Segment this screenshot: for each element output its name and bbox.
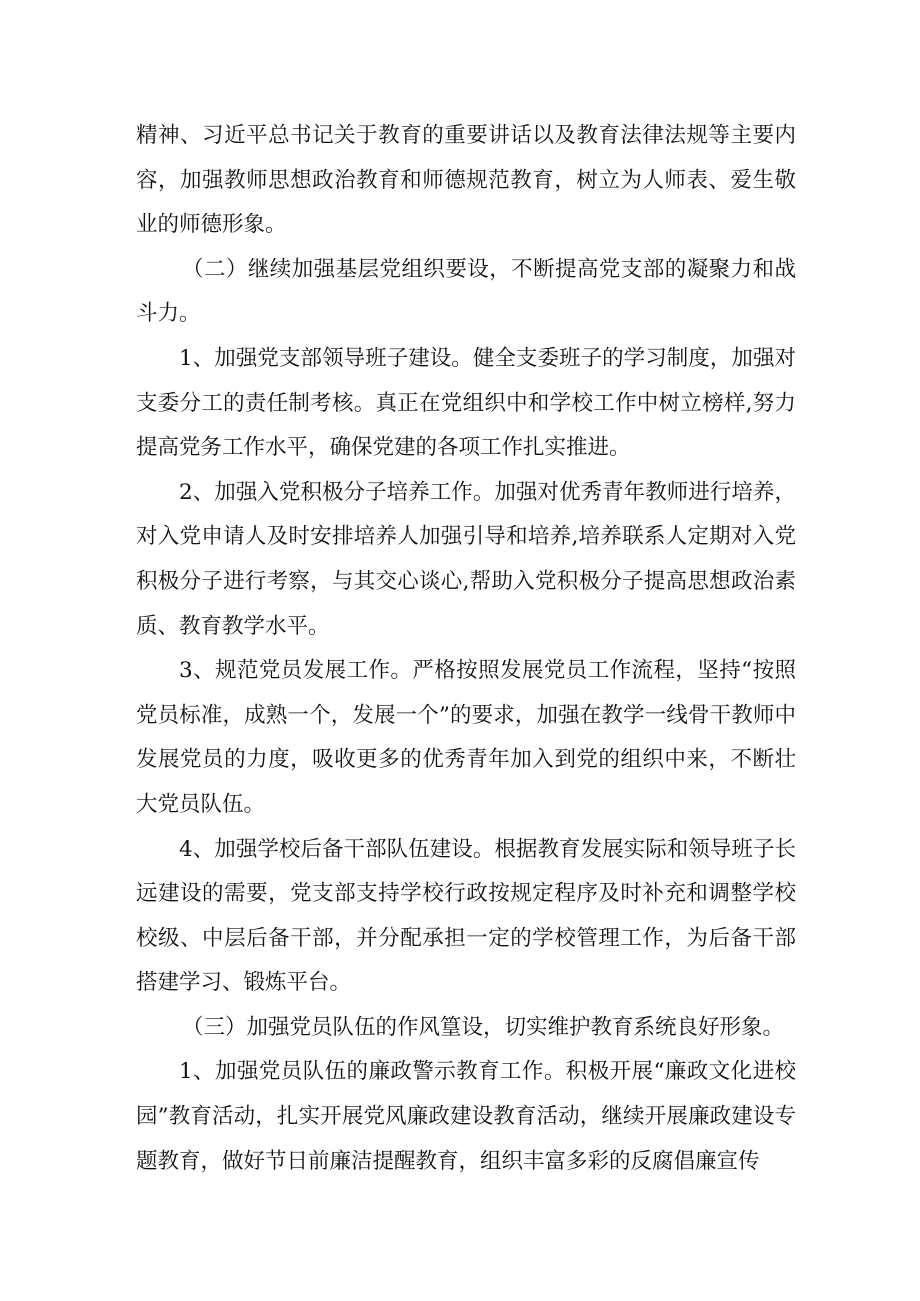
paragraph-2-1: 1、加强党支部领导班子建设。健全支委班子的学习制度，加强对支委分工的责任制考核。真正在党组织中和学校工作中树立榜样,努力提高党务工作水平，确保党建的各项工作扎实推进。 (136, 345, 796, 461)
paragraph-3-1: 1、加强党员队伍的廉政警示教育工作。积极开展“廉政文化进校园”教育活动，扎实开展党风廉政建设教育活动，继续开展廉政建设专题教育，做好节日前廉洁提醒教育，组织丰富多彩的反腐倡廉宣传 (136, 1059, 796, 1174)
paragraph-2-2: 2、加强入党积极分子培养工作。加强对优秀青年教师进行培养，对入党申请人及时安排培养人加强引导和培养,培养联系人定期对入党积极分子进行考察，与其交心谈心,帮助入党积极分子提高思想政治素质、教育教学水平。 (136, 479, 796, 639)
section-heading-2: （二）继续加强基层党组织要设，不断提高党支部的凝聚力和战斗力。 (136, 256, 796, 327)
paragraph-1: 精神、习近平总书记关于教育的重要讲话以及教育法律法规等主要内容，加强教师思想政治教育和师德规范教育，树立为人师表、爱生敬业的师德形象。 (136, 123, 796, 238)
paragraph-2-3: 3、规范党员发展工作。严格按照发展党员工作流程，坚持“按照党员标准，成熟一个，发展一个”的要求，加强在教学一线骨干教师中发展党员的力度，吸收更多的优秀青年加入到党的组织中来，不断壮大党员队伍。 (136, 658, 796, 817)
document-body (136, 114, 796, 1184)
paragraph-2-4: 4、加强学校后备干部队伍建设。根据教育发展实际和领导班子长远建设的需要，党支部支持学校行政按规定程序及时补充和调整学校校级、中层后备干部，并分配承担一定的学校管理工作，为后备干部搭建学习、锻炼平台。 (136, 836, 796, 996)
section-heading-3: （三）加强党员队伍的作风篁设，切实维护教育系统良好形象。 (182, 1014, 785, 1040)
